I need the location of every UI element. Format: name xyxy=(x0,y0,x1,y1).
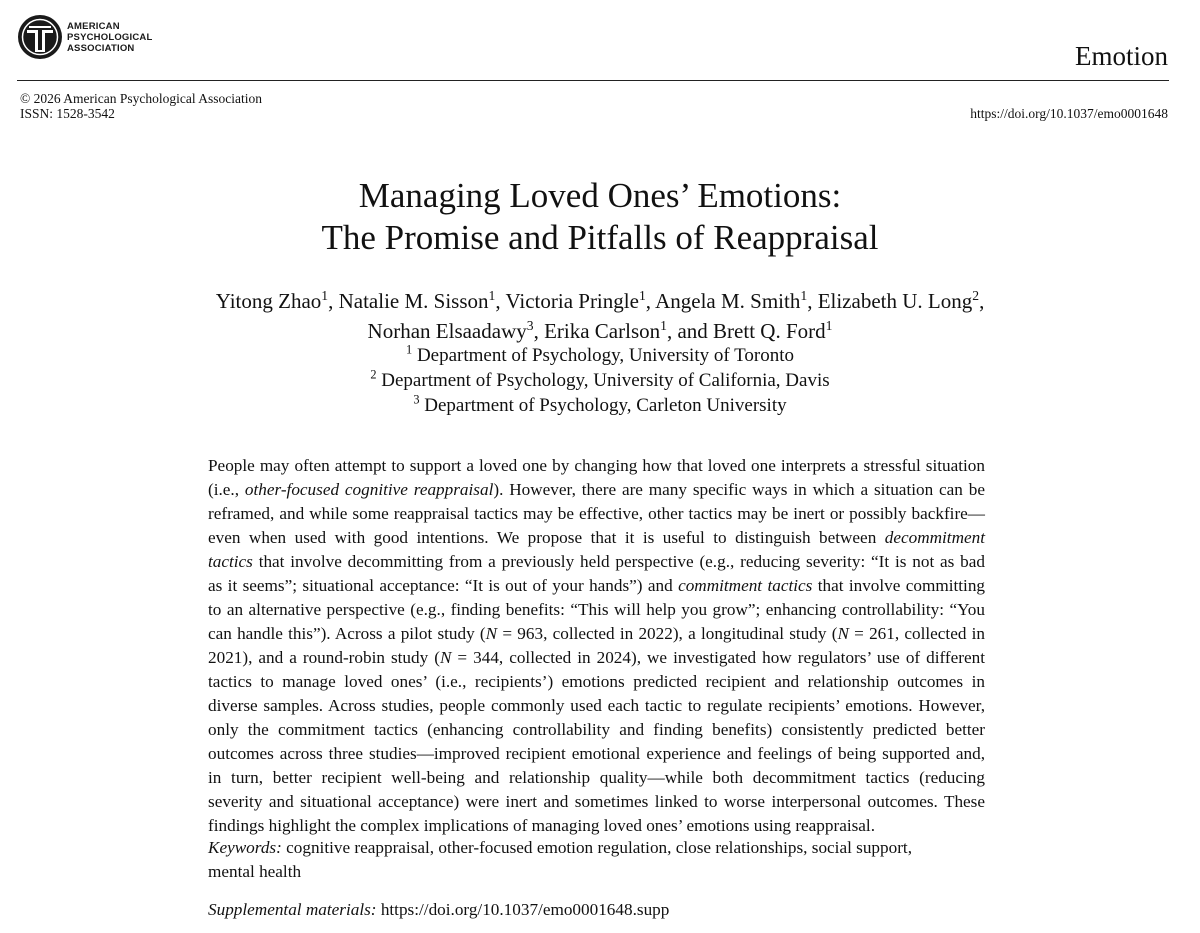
keywords-text: cognitive reappraisal, other-focused emotion regulation, close relationships, social support, xyxy=(281,838,913,857)
author-affil-sup: 1 xyxy=(488,288,496,303)
text-run: = 261, collected in xyxy=(848,624,986,643)
author-sep: , xyxy=(328,289,339,313)
affiliation-sup: 1 xyxy=(406,342,413,357)
abstract-line xyxy=(208,526,985,550)
issn-text: ISSN: 1528-3542 xyxy=(20,106,115,121)
abstract-line xyxy=(208,646,985,670)
author-name: Erika Carlson xyxy=(544,319,661,343)
supplemental-materials xyxy=(208,898,669,922)
author-name: Natalie M. Sisson xyxy=(338,289,489,313)
author-name: Brett Q. Ford xyxy=(713,319,826,343)
abstract-line: in turn, better recipient well-being and relationship quality—while both decommitment tactics (reducing xyxy=(208,768,985,787)
keywords-label: Keywords: xyxy=(208,838,282,857)
abstract-line: outcomes across three studies—improved recipient emotional experience and feelings of being supported and, xyxy=(208,744,985,763)
affiliation-text: Department of Psychology, University of Toronto xyxy=(416,345,794,366)
author-sep: , xyxy=(807,289,818,313)
supplemental-link[interactable]: https://doi.org/10.1037/emo0001648.supp xyxy=(376,900,670,919)
author-sep: , xyxy=(645,289,656,313)
italic-run: commitment tactics xyxy=(678,576,813,595)
abstract-line: tactics to manage loved ones’ (i.e., recipients’) emotions predicted recipient and relationship outcomes in xyxy=(208,672,985,691)
abstract-line: People may often attempt to support a loved one by changing how that loved one interprets a stressful situation xyxy=(208,456,985,475)
author-name: Elizabeth U. Long xyxy=(817,289,973,313)
italic-run: N xyxy=(485,624,498,643)
italic-run: decommitment xyxy=(884,528,985,547)
apa-logo-icon xyxy=(17,14,63,60)
author-name: Victoria Pringle xyxy=(505,289,639,313)
italic-run: N xyxy=(837,624,849,643)
affiliation-item xyxy=(0,393,1200,418)
author-line-1 xyxy=(0,286,1200,316)
author-sep: , xyxy=(979,289,985,313)
author-affil-sup: 1 xyxy=(321,288,329,303)
author-name: Yitong Zhao xyxy=(215,289,322,313)
author-affil-sup: 1 xyxy=(800,288,808,303)
copyright-text: © 2026 American Psychological Association xyxy=(20,91,262,106)
logo-line: AMERICAN xyxy=(67,20,120,32)
abstract-line xyxy=(208,550,985,574)
author-list xyxy=(0,286,1200,346)
author-affil-sup: 1 xyxy=(638,288,646,303)
keywords-line xyxy=(208,836,985,860)
abstract-line: severity and situational acceptance) were inert and sometimes linked to worse interpersonal outcomes. These xyxy=(208,792,985,811)
affiliation-text: Department of Psychology, Carleton University xyxy=(424,395,787,416)
supplemental-label: Supplemental materials: xyxy=(208,900,377,919)
logo-line: PSYCHOLOGICAL xyxy=(67,31,153,43)
abstract-line: diverse samples. Across studies, people commonly used each tactic to regulate recipients’ emotions. However, xyxy=(208,696,985,715)
journal-name: Emotion xyxy=(1075,41,1168,71)
author-sep: , and xyxy=(666,319,714,343)
author-name: Angela M. Smith xyxy=(655,289,801,313)
affiliation-item xyxy=(0,343,1200,368)
abstract-line xyxy=(208,622,985,646)
text-run: that involve committing xyxy=(812,576,986,595)
italic-run: N xyxy=(439,648,452,667)
affiliation-sup: 2 xyxy=(370,367,377,382)
abstract-line xyxy=(208,478,985,502)
apa-logo-text xyxy=(67,21,152,54)
abstract-line: reframed, and while some reappraisal tactics may be effective, other tactics may be inert or possibly backfire— xyxy=(208,504,985,523)
text-run: = 344, collected in 2024), we investigated how regulators’ use of different xyxy=(451,648,985,667)
abstract-line: to an alternative perspective (e.g., finding benefits: “This will help you grow”; enhancing controllability: “You xyxy=(208,600,985,619)
affiliation-sup: 3 xyxy=(413,392,420,407)
author-sep: , xyxy=(495,289,506,313)
author-sep: , xyxy=(533,319,545,343)
author-affil-sup: 3 xyxy=(526,318,534,333)
title-line-1: Managing Loved Ones’ Emotions: xyxy=(358,176,842,215)
affiliation-text: Department of Psychology, University of California, Davis xyxy=(381,370,830,391)
abstract-line xyxy=(208,574,985,598)
logo-line: ASSOCIATION xyxy=(67,42,135,54)
author-name: Norhan Elsaadawy xyxy=(367,319,527,343)
text-run: = 963, collected in 2022), a longitudinal study ( xyxy=(497,624,838,643)
abstract-line: only the commitment tactics (enhancing controllability and finding benefits) consistently predicted better xyxy=(208,720,985,739)
affiliation-list xyxy=(0,343,1200,418)
author-line-2 xyxy=(0,316,1200,346)
text-run: that involve decommitting from a previously held perspective (e.g., reducing severity: “It is not as bad xyxy=(252,552,985,571)
italic-run: tactics xyxy=(208,552,253,571)
keywords xyxy=(208,836,985,884)
text-run: ). However, there are many specific ways in which a situation can be xyxy=(493,480,985,499)
italic-run: other-focused cognitive reappraisal xyxy=(244,480,494,499)
copyright-block xyxy=(20,91,262,121)
author-affil-sup: 2 xyxy=(972,288,980,303)
affiliation-item xyxy=(0,368,1200,393)
header-rule xyxy=(17,80,1169,81)
abstract-line: findings highlight the complex implications of managing loved ones’ emotions using reappraisal. xyxy=(208,816,876,835)
doi-link[interactable]: https://doi.org/10.1037/emo0001648 xyxy=(970,106,1168,121)
abstract xyxy=(208,454,985,838)
text-run: can handle this”). Across a pilot study ( xyxy=(208,624,486,643)
text-run: as it seems”; situational acceptance: “It is out of your hands”) and xyxy=(208,576,679,595)
text-run: 2021), and a round-robin study ( xyxy=(208,648,440,667)
text-run: even when used with good intentions. We propose that it is useful to distinguish between xyxy=(208,528,885,547)
paper-title xyxy=(0,175,1200,259)
text-run: (i.e., xyxy=(208,480,245,499)
title-line-2: The Promise and Pitfalls of Reappraisal xyxy=(321,218,879,257)
apa-logo xyxy=(17,14,152,60)
author-affil-sup: 1 xyxy=(660,318,667,333)
keywords-line: mental health xyxy=(208,862,302,881)
author-affil-sup: 1 xyxy=(825,318,833,333)
